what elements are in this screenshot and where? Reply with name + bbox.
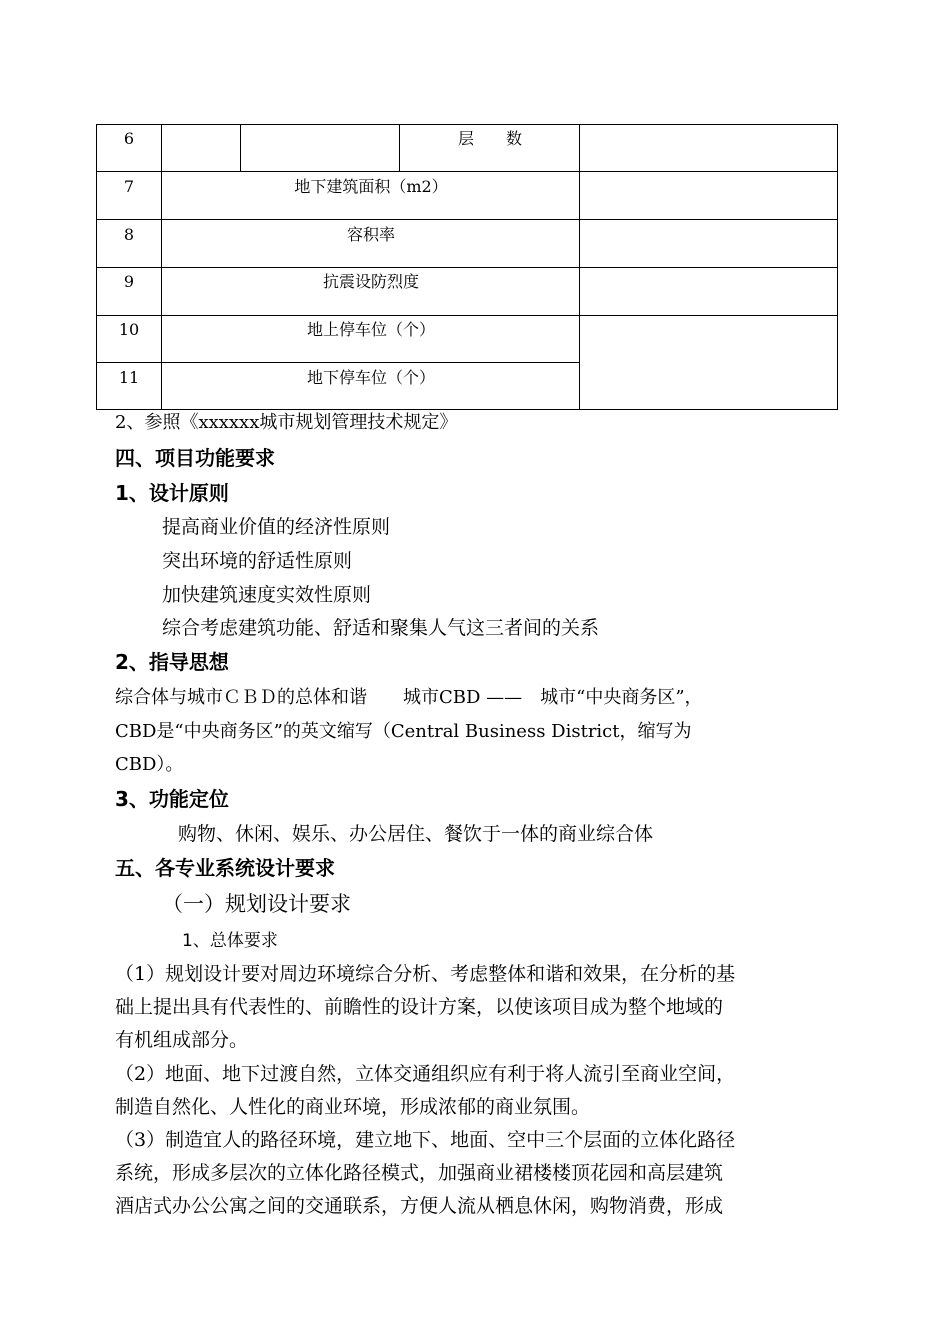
indicator-table: [96, 124, 838, 410]
principle-item: 突出环境的舒适性原则: [162, 550, 353, 572]
section-heading: 五、各专业系统设计要求: [115, 856, 335, 880]
paragraph-line: 系统，形成多层次的立体化路径模式，加强商业裙楼楼顶花园和高层建筑: [115, 1162, 724, 1184]
table-row-number: 9: [123, 272, 135, 291]
paragraph-line: CBD是“中央商务区”的英文缩写（Central Business District，缩写为: [115, 721, 692, 742]
table-border: [96, 267, 838, 268]
table-row-label: 容积率: [346, 225, 395, 244]
paragraph-line: CBD）。: [115, 754, 184, 775]
subsection-heading: （一）规划设计要求: [162, 892, 351, 916]
table-row-number: 11: [118, 368, 140, 387]
paragraph-line: （2）地面、地下过渡自然，立体交通组织应有利于将人流引至商业空间，: [115, 1063, 736, 1085]
table-row-label: 地下建筑面积（m2）: [294, 177, 448, 196]
paragraph-line: （3）制造宜人的路径环境，建立地下、地面、空中三个层面的立体化路径: [115, 1129, 736, 1151]
table-border: [837, 124, 838, 410]
subsection-heading: 3、功能定位: [115, 787, 229, 811]
table-border: [96, 124, 838, 125]
paragraph-line: 础上提出具有代表性的、前瞻性的设计方案，以使该项目成为整个地域的: [115, 996, 724, 1018]
paragraph-line: 综合体与城市ＣＢＤ的总体和谐 城市CBD —— 城市“中央商务区”，: [115, 687, 703, 708]
principle-item: 综合考虑建筑功能、舒适和聚集人气这三者间的关系: [162, 617, 600, 639]
table-border: [240, 124, 241, 172]
table-row-number: 8: [123, 225, 135, 244]
principle-item: 加快建筑速度实效性原则: [162, 584, 372, 606]
principle-item: 提高商业价值的经济性原则: [162, 516, 391, 538]
table-border: [96, 362, 580, 363]
positioning-text: 购物、休闲、娱乐、办公居住、餐饮于一体的商业综合体: [178, 823, 654, 845]
table-border: [96, 315, 838, 316]
paragraph-line: 有机组成部分。: [115, 1029, 249, 1051]
table-row-label: 地上停车位（个）: [306, 320, 435, 339]
table-border: [96, 409, 838, 410]
paragraph-line: 制造自然化、人性化的商业环境，形成浓郁的商业氛围。: [115, 1096, 591, 1118]
subsection-heading: 2、指导思想: [115, 650, 229, 674]
paragraph-line: 酒店式办公公寓之间的交通联系，方便人流从栖息休闲，购物消费，形成: [115, 1195, 724, 1217]
table-border: [96, 219, 838, 220]
subsection-heading: 1、设计原则: [115, 481, 229, 505]
subsection-heading: 1、总体要求: [182, 931, 278, 951]
table-row-label: 地下停车位（个）: [306, 368, 435, 387]
section-heading: 四、项目功能要求: [115, 446, 275, 470]
table-row-label: 抗震设防烈度: [322, 272, 419, 291]
table-row-number: 10: [118, 320, 140, 339]
table-row-number: 7: [123, 177, 135, 196]
table-border: [96, 171, 838, 172]
reference-note: 2、参照《xxxxxx城市规划管理技术规定》: [115, 412, 458, 433]
table-row-number: 6: [123, 129, 135, 148]
paragraph-line: （1）规划设计要对周边环境综合分析、考虑整体和谐和效果，在分析的基: [115, 963, 736, 985]
table-row-label: 层 数: [457, 129, 522, 148]
